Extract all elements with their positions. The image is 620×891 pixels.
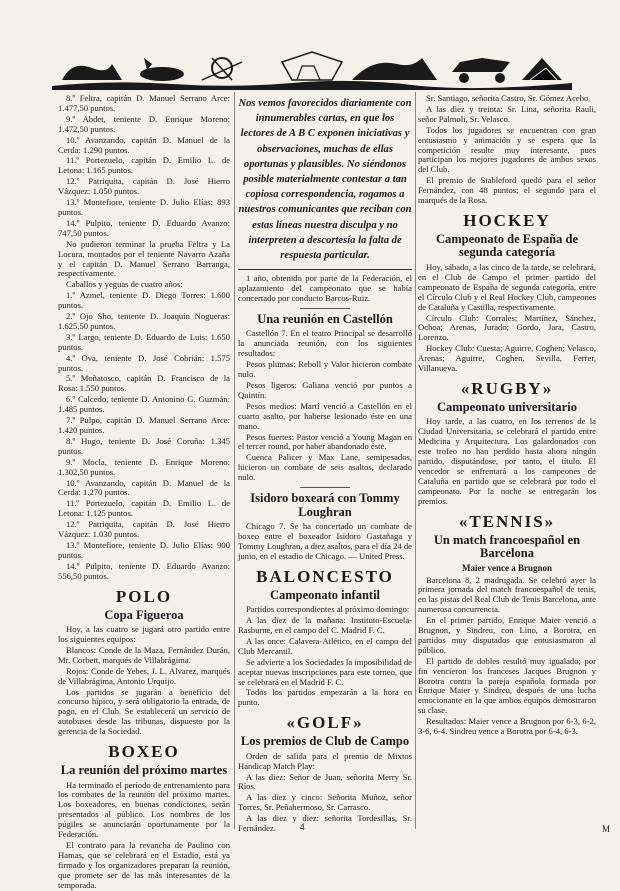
subheading-maier-brugnon: Maier vence a Brugnon <box>461 562 553 573</box>
paragraph: 2.º Ojo Sho, teniente D. Joaquín Nogueras: 1.625,50 puntos. <box>58 311 230 331</box>
paragraph: A las diez: Señor de Juan, señorita Merry Sr. Ríos. <box>238 771 412 792</box>
paragraph: 13.º Montefiore, teniente D. Julio Elías: 900 puntos. <box>58 539 230 560</box>
paragraph: 3.º Largo, teniente D. Eduardo de Luis: 1.650 puntos. <box>58 331 230 352</box>
results-list <box>58 94 230 582</box>
paragraph: 8.º Feltra, capitán D. Manuel Serrano Arce: 1.477,50 puntos. <box>58 93 230 113</box>
paragraph: Círculo Club: Corrales; Martínez, Sánchez, Ochoa; Arenas, Jurado; Gordo, Jara, Castro, Lorenzo. <box>418 312 596 343</box>
paragraph: Caballos y yeguas de cuatro años: <box>66 279 183 290</box>
paragraph: Todos los jugadores se encuentran con gran entusiasmo y animación y se espera que la competición resulte muy interesante, pues participan los mejores jugadores de ambos sexos del Club. <box>418 124 596 175</box>
paragraph: A las diez y cinco: Señorita Muñoz, señor Torres, Sr. Peñahermoso, Sr. Carrasco. <box>238 792 412 813</box>
paragraph: 8.º Hugo, teniente D. José Coruña: 1.345 puntos. <box>58 435 230 456</box>
column-2 <box>238 94 412 834</box>
footer-mark: M <box>601 824 610 834</box>
paragraph: 10.º Avanzando, capitán D. Manuel de la Cerda: 1.270 puntos. <box>58 477 230 498</box>
subheading-loughran: Isidoro boxeará con Tommy Loughran <box>250 491 400 519</box>
paragraph: Hoy, a las cuatro se jugará otro partido entre los siguientes equipos: <box>58 624 230 644</box>
paragraph: Pesos plumas: Reboll y Valor hicieron combate nulo. <box>238 359 412 380</box>
paragraph: Sr. Santiago, señorita Castro, Sr. Gómez Acebo. <box>426 93 591 103</box>
subheading-campeonato-espana: Campeonato de España de segunda categoría <box>435 231 579 260</box>
boxeo-article <box>58 781 230 891</box>
golf-continued <box>418 94 596 206</box>
paragraph: 9.º Abdet, teniente D. Enrique Moreno: 1.472,50 puntos. <box>58 113 230 134</box>
page-number: 4 <box>300 822 305 832</box>
paragraph: Orden de salida para el premio de Mixtos Handicap Match Play: <box>238 750 412 771</box>
subheading-castellon: Una reunión en Castellón <box>257 311 393 326</box>
paragraph: 1 año, obtenido por parte de la Federación, el aplazamiento del campeonato que se había concertado por conducto Barcos-Ruiz. <box>238 273 412 304</box>
paragraph: El contrato para la revancha de Paulino con Hamas, que se celebrará en el Estadio, está ya firmado y los organizadores preparan la reunión, que promete ser de las más interesantes de la temporada. <box>58 840 230 890</box>
rugby-article <box>418 417 596 506</box>
paragraph: 12.º Patriquita, capitán D. José Hierro Vázquez: 1.030 puntos. <box>58 519 230 540</box>
paragraph: Castellón 7. En el teatro Principal se desarrolló la anunciada reunión, con los siguientes resultados: <box>238 328 412 359</box>
paragraph: 12.º Patriquita, capitán D. José Hierro Vázquez: 1.050 puntos. <box>58 176 230 197</box>
section-heading-polo: POLO <box>115 586 173 606</box>
paragraph: El premio de Stableford quedó para el señor Fernández, con 48 puntos; el segundo para el marqués de la Rosa. <box>418 175 596 206</box>
paragraph: 4.º Ova, teniente D. José Cobrián: 1.575 puntos. <box>58 352 230 373</box>
subheading-copa-figueroa: Copa Figueroa <box>104 607 184 622</box>
paragraph: En el primer partido, Enrique Maier venció a Brugnon, y Sindreu, con Lino, a Borotra, en partidos muy disputados que entusiasmaron al público. <box>418 615 596 655</box>
divider <box>300 487 350 488</box>
section-heading-baloncesto: BALONCESTO <box>256 566 394 586</box>
section-heading-boxeo: BOXEO <box>108 742 180 762</box>
paragraph: A las diez de la mañana: Instituto-Escuela-Rasburne, en el campo del C. Madrid F. C. <box>238 615 412 635</box>
paragraph: Hockey Club: Cuesta; Aguirre, Coghen; Velasco, Arenas; Aguirre, Coghen, Sevilla, Ferrer, Villanueva. <box>418 343 596 374</box>
paragraph: Blancos: Conde de la Maza, Fernández Durán, Mr. Corbett, marqués de Villabrágima. <box>58 644 230 665</box>
paragraph: 9.º Mocla, teniente D. Enrique Moreno: 1.302,50 puntos. <box>58 456 230 477</box>
paragraph: Rojos: Conde de Yebes, J. L. Alvarez, marqués de Villabrágima, Antonio Urquijo. <box>58 665 230 686</box>
paragraph: A las diez y treinta: Sr. Lina, señorita Rauli, señor Palmoli, Sr. Velasco. <box>418 103 596 124</box>
subheading-reunion: La reunión del próximo martes <box>60 763 228 778</box>
paragraph: Chicago 7. Se ha concertado un combate de boxeo entre el boxeador Isidoro Gastañaga y Tommy Loughran, a diez asaltos, para el día 24 de junio, en el estadio de Chicago. — United Press. <box>238 521 412 561</box>
section-heading-tennis: «TENNIS» <box>458 511 556 531</box>
paragraph: 1.º Azmel, teniente D. Diego Torres: 1.600 puntos. <box>58 290 230 311</box>
column-rule <box>234 92 235 829</box>
paragraph: 14.º Pulpito, teniente D. Eduardo Avanzo: 556,50 puntos. <box>58 560 230 581</box>
paragraph: A las once: Calavera-Atlético, en el campo del Club Mercantil. <box>238 635 412 656</box>
paragraph: No pudieron terminar la prueba Feltra y La Locura, montados por el teniente Navarro Azaña y el capitán D. Manuel Serrano Barranga, respectivamente. <box>58 238 230 279</box>
paragraph: Pesos ligeros: Galiana venció por puntos a Quintín. <box>238 379 412 400</box>
column-rule <box>415 92 416 829</box>
section-heading-rugby: «RUGBY» <box>460 378 554 398</box>
paragraph: Partidos correspondientes al próximo domingo: <box>246 604 410 615</box>
paragraph: Ha terminado el período de entrenamiento para los combates de la reunión del próximo martes. Los boxeadores, en buenas condiciones, serán presentados al público. Los nombres de los púgiles se anunciarán oportunamente por la Federación. <box>58 779 230 840</box>
paragraph: Cuenca Palicer y Max Lane, semipesados, hicieron un combate de seis asaltos, declarado nulo. <box>238 452 412 483</box>
section-heading-hockey: HOCKEY <box>463 210 551 230</box>
paragraph: Pesos fuertes: Pastor venció a Young Magan en el tercer round, por haber abandonado éste. <box>238 431 412 452</box>
rural-landscape-with-car-and-horse-icon <box>52 50 572 90</box>
paragraph: A las diez y diez: señorita Tordesillas, Sr. Fernández. <box>238 813 412 834</box>
paragraph: Barcelona 8, 2 madrugada. Se celebró ayer la primera jornada del match francoespañol de tenis, en las pistas del Real Club de Tenis Barcelona, ante numerosa concurrencia. <box>418 574 596 615</box>
baloncesto-article <box>238 605 412 708</box>
subheading-premios-club-campo: Los premios de Club de Campo <box>240 734 410 749</box>
section-heading-golf: «GOLF» <box>286 713 364 733</box>
paragraph: Hoy, sábado, a las cinco de la tarde, se celebrará, en el Club de Campo el primer partido del campeonato de España de segunda categoría, entre el Círculo Club y el Real Hockey Club, campeones de Cataluña y Castilla, respectivamente. <box>418 261 596 312</box>
column-1 <box>58 93 230 890</box>
subheading-campeonato-infantil: Campeonato infantil <box>269 587 381 602</box>
subheading-match-francoespanol: Un match francoespañol en Barcelona <box>433 532 581 561</box>
paragraph: Todos los partidos empezarán a la hora en punto. <box>238 687 412 708</box>
paragraph: 5.º Moñatosco, capitán D. Francisco de la Rosa: 1.550 puntos. <box>58 373 230 394</box>
paragraph: Pesos medios: Martí venció a Castellón en el cuarto asalto, por haberse lesionado éste en una mano. <box>238 400 412 431</box>
divider <box>300 308 350 309</box>
paragraph: 13.º Montefiore, teniente D. Julio Elías: 893 puntos. <box>58 197 230 217</box>
golf-article <box>238 752 412 834</box>
paragraph: Resultados: Maier vence a Brugnon por 6-3, 6-2, 3-6, 6-4. Sindreu vence a Borotra por 6-4, 6-3. <box>418 716 596 737</box>
paragraph: Se advierte a los Sociedades la imposibilidad de aceptar nuevas inscripciones para este torneo, que se celebrará en el Madrid F. C. <box>238 656 412 687</box>
paragraph: Los partidos se jugarán a beneficio del concurso hípico, y será obligatorio la entrada, de pago, en el Club. Se establecerá un servicio de autobuses desde las tribunas, dispuesto por la gerencia de la Sociedad. <box>58 686 230 737</box>
editorial-notice: Nos vemos favorecidos diariamente con innumerables cartas, en que los lectores de A B C exponen iniciativas y observaciones, muchas de ellas oportunas y plausibles. No siéndonos posible materialmente contestar a tan copiosa correspondencia, rogamos a nuestros comunicantes que reciban con estas líneas nuestra disculpa y no interpreten a descortesía la falta de respuesta particular. <box>238 94 412 270</box>
paragraph: El partido de dobles resultó muy igualado; por fin vencieron los franceses Jacques Brugnon y Borotra contra la pareja española formada por Enrique Maier y Sindreu, después de una lucha emocionante en la que ambos equipos demostraron su clase. <box>418 655 596 716</box>
paragraph: 11.º Portezuelo, capitán D. Emilio L. de Letona: 1.125 puntos. <box>58 498 230 519</box>
paragraph: 14.º Pulpito, teniente D. Eduardo Avanzo: 747,50 puntos. <box>58 217 230 238</box>
paragraph: Hoy tarde, a las cuatro, en los terrenos de la Ciudad Universitaria, se celebrará el partido entre Medicina y Arquitectura. Los galardonados con este trofeo no han perdido hasta ahora ningún partido, disputándose, por tanto, el título. El vencedor se enfrentará a los campeones de Cataluña en partido que se celebrará por todo el campeonato. Por la noche se entregarán los premios. <box>418 416 596 506</box>
paragraph: 11.º Portezuelo, capitán D. Emilio L. de Letona: 1.165 puntos. <box>58 155 230 176</box>
castellon-article <box>238 329 412 483</box>
column-3 <box>418 94 596 829</box>
tennis-article <box>418 576 596 738</box>
paragraph: 10.º Avanzando, capitán D. Manuel de la Cerda: 1.290 puntos. <box>58 134 230 155</box>
paragraph: 6.º Calcedo, teniente D. Antonino G. Guzmán: 1.485 puntos. <box>58 394 230 415</box>
loughran-article <box>238 522 412 562</box>
hockey-article <box>418 263 596 374</box>
paragraph: 7.º Pulpo, capitán D. Manuel Serrano Arce: 1.420 puntos. <box>58 415 230 435</box>
subheading-campeonato-universitario: Campeonato universitario <box>437 399 577 414</box>
polo-article <box>58 625 230 737</box>
